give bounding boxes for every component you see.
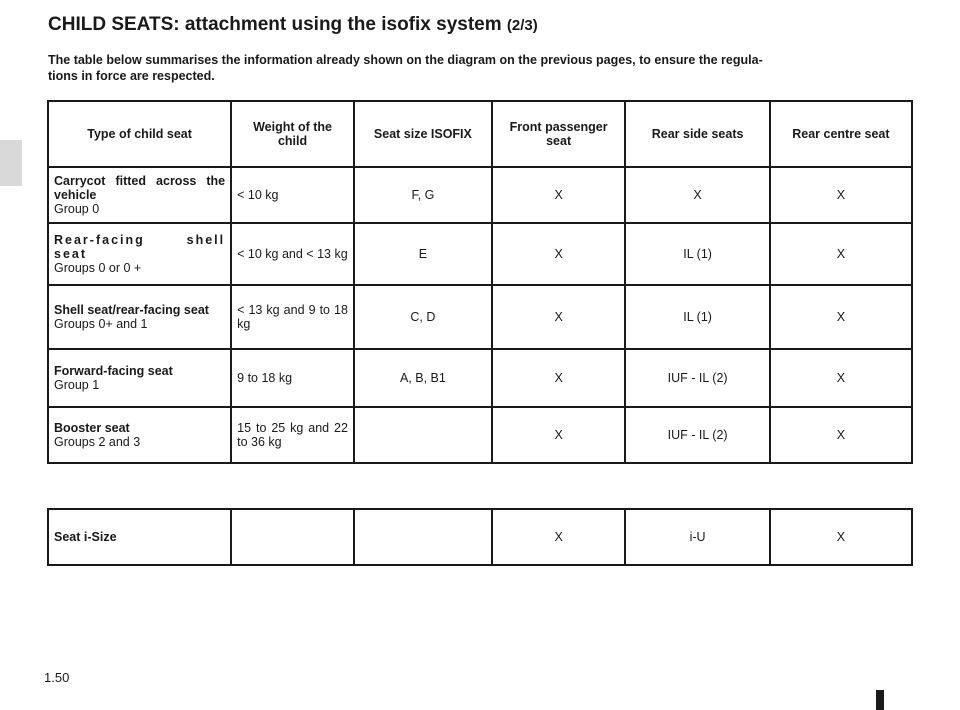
seat-group: Groups 2 and 3	[54, 435, 141, 449]
rear-side-cell: IL (1)	[625, 223, 769, 285]
rear-centre-cell: X	[770, 407, 912, 463]
seat-type-label: Shell seat/rear-facing seat	[54, 303, 209, 317]
rear-centre-cell: X	[770, 285, 912, 349]
header-rear-centre: Rear centre seat	[770, 101, 912, 167]
weight-cell: < 13 kg and 9 to 18 kg	[231, 285, 354, 349]
size-cell: F, G	[354, 167, 492, 223]
table-row	[48, 349, 912, 407]
front-cell: X	[492, 349, 626, 407]
isofix-table	[47, 100, 913, 464]
weight-cell: < 10 kg and < 13 kg	[231, 223, 354, 285]
rear-side-cell: X	[625, 167, 769, 223]
title-part: (2/3)	[506, 17, 538, 34]
weight-cell: 9 to 18 kg	[231, 349, 354, 407]
header-size: Seat size ISOFIX	[354, 101, 492, 167]
front-cell: X	[492, 167, 626, 223]
intro-text	[48, 52, 914, 84]
seat-type-cell	[48, 509, 231, 565]
rear-side-cell: IUF - IL (2)	[625, 407, 769, 463]
size-cell: E	[354, 223, 492, 285]
page-title	[48, 14, 538, 36]
intro-line-1: The table below summarises the information already shown on the diagram on the previous pages, to ensure the regula-	[48, 53, 763, 67]
header-seat-type: Type of child seat	[48, 101, 231, 167]
size-cell	[354, 407, 492, 463]
front-cell: X	[492, 407, 626, 463]
weight-cell	[231, 509, 354, 565]
seat-type-label: Seat i-Size	[54, 530, 117, 544]
seat-type-label: Rear-facing shell seat	[54, 233, 226, 261]
rear-side-cell: IL (1)	[625, 285, 769, 349]
title-text: CHILD SEATS: attachment using the isofix system	[48, 14, 502, 35]
seat-type-label: Forward-facing seat	[54, 364, 173, 378]
rear-centre-cell: X	[770, 167, 912, 223]
seat-group: Groups 0 or 0 +	[54, 261, 142, 275]
seat-type-cell	[48, 285, 231, 349]
table-row	[48, 167, 912, 223]
intro-line-2: tions in force are respected.	[48, 69, 215, 83]
table-row	[48, 407, 912, 463]
size-cell: A, B, B1	[354, 349, 492, 407]
front-cell: X	[492, 509, 626, 565]
header-front: Front passenger seat	[492, 101, 626, 167]
header-rear-side: Rear side seats	[625, 101, 769, 167]
weight-cell: 15 to 25 kg and 22 to 36 kg	[231, 407, 354, 463]
seat-type-label: Booster seat	[54, 421, 130, 435]
table-header-row	[48, 101, 912, 167]
size-cell: C, D	[354, 285, 492, 349]
front-cell: X	[492, 223, 626, 285]
front-cell: X	[492, 285, 626, 349]
weight-cell: < 10 kg	[231, 167, 354, 223]
seat-group: Group 1	[54, 378, 100, 392]
isize-table	[47, 508, 913, 566]
seat-type-cell	[48, 167, 231, 223]
table-row	[48, 285, 912, 349]
seat-type-cell	[48, 349, 231, 407]
seat-type-cell	[48, 407, 231, 463]
rear-side-cell: i-U	[625, 509, 769, 565]
seat-type-label: Carrycot fitted across the vehicle	[54, 174, 226, 202]
page-number: 1.50	[44, 670, 70, 685]
seat-group: Groups 0+ and 1	[54, 317, 148, 331]
table-row	[48, 223, 912, 285]
header-weight: Weight of the child	[231, 101, 354, 167]
rear-centre-cell: X	[770, 349, 912, 407]
seat-type-cell	[48, 223, 231, 285]
seat-group: Group 0	[54, 202, 100, 216]
rear-centre-cell: X	[770, 223, 912, 285]
section-tab	[0, 140, 22, 186]
rear-side-cell: IUF - IL (2)	[625, 349, 769, 407]
rear-centre-cell: X	[770, 509, 912, 565]
corner-mark	[876, 690, 884, 710]
table-row	[48, 509, 912, 565]
size-cell	[354, 509, 492, 565]
